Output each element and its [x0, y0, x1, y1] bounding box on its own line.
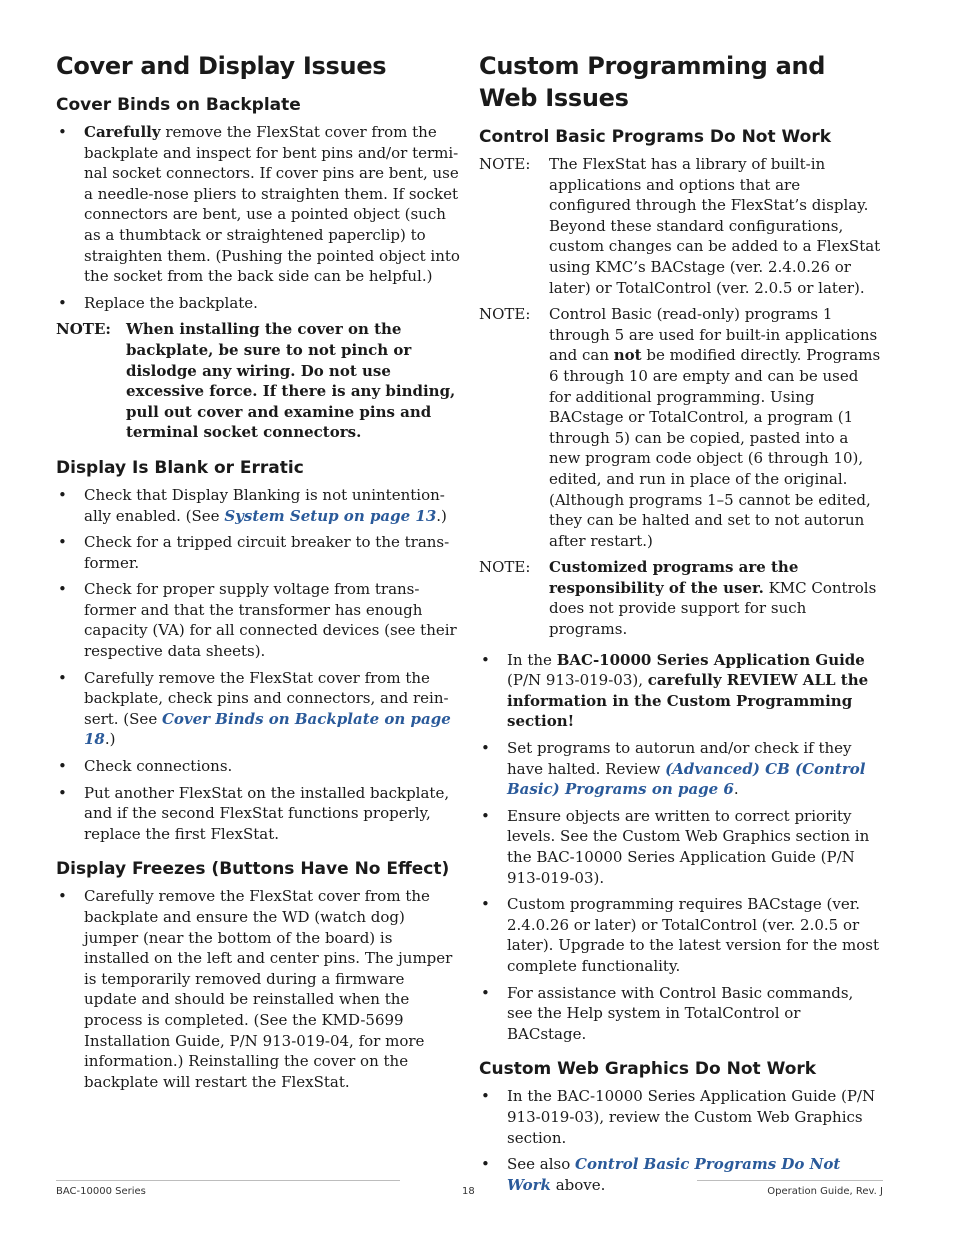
bullet-icon: •: [481, 806, 490, 825]
list-item: • Put another FlexStat on the installed backplate, and if the second FlexStat functions properly, replace the first FlexStat.: [58, 783, 450, 843]
bullet-icon: •: [481, 650, 490, 669]
list-item: • Carefully remove the FlexStat cover from the backplate and inspect for bent pins and/or terminal socket connectors. If cover pins are bent, use a needle-nose pliers to straighten them. If socket connectors are bent, use a pointed object (such as a thumbtack or straightened paperclip) to straighten them. (Pushing the pointed object into the socket from the back side can be helpful.): [58, 123, 460, 286]
heading-cover-binds: Cover Binds on Backplate: [56, 95, 301, 115]
note-responsibility: [479, 557, 883, 639]
bullet-icon: •: [58, 887, 67, 906]
note-label: NOTE:: [479, 305, 531, 324]
note-text: Customized programs are the responsibility of the user. KMC Controls does not provide support for such programs.: [549, 558, 877, 639]
list-item: • Replace the backplate.: [58, 293, 258, 312]
list-item: • Ensure objects are written to correct priority levels. See the Custom Web Graphics section in the BAC-10000 Series Application Guide (P/N 913-019-03).: [481, 806, 870, 887]
bullet-icon: •: [481, 1155, 490, 1174]
bullet-icon: •: [58, 783, 67, 802]
footer-doc-title: Operation Guide, Rev. J: [767, 1186, 883, 1197]
bullet-icon: •: [481, 895, 490, 914]
heading-display-blank: Display Is Blank or Erratic: [56, 457, 304, 478]
note-text: When installing the cover on the backplate, be sure to not pinch or dislodge any wiring. Do not use excessive force. If there is any binding, pull out cover and examine pins and terminal socket connectors.: [126, 320, 456, 442]
footer-rule-left: [56, 1180, 400, 1181]
footer-page-number: 18: [462, 1186, 475, 1197]
list-item: • Check that Display Blanking is not unintentionally enabled. (See System Setup on page 13.): [58, 485, 447, 525]
link-cb-programs[interactable]: (Advanced) CB (Control Basic) Programs on page 6: [507, 759, 866, 799]
page-footer: [56, 1180, 883, 1210]
bullet-icon: •: [481, 983, 490, 1002]
link-control-basic[interactable]: Control Basic Programs Do Not Work: [507, 1155, 841, 1194]
list-cover-binds: [56, 122, 461, 313]
list-item: • Custom programming requires BACstage (ver. 2.4.0.26 or later) or TotalControl (ver. 2.0.5 or later). Upgrade to the latest version for the most complete functionality.: [481, 895, 880, 975]
note-label: NOTE:: [479, 558, 531, 577]
list-item: • For assistance with Control Basic commands, see the Help system in TotalControl or BACstage.: [481, 983, 854, 1043]
section-title-cover-display: Cover and Display Issues: [56, 52, 387, 80]
note-cover-install: [56, 319, 461, 443]
list-item: • Check connections.: [58, 757, 233, 776]
heading-web-graphics: Custom Web Graphics Do Not Work: [479, 1059, 817, 1080]
list-item: • Carefully remove the FlexStat cover from the backplate and ensure the WD (watch dog) jumper (near the bottom of the board) is installed on the left and center pins. The jumper is temporarily removed during a firmware update and should be reinstalled when the process is completed. (See the KMD-5699 Installation Guide, P/N 913-019-04, for more information.) Reinstalling the cover on the backplate will restart the FlexStat.: [58, 887, 453, 1091]
bullet-icon: •: [58, 757, 67, 776]
list-control-basic: [479, 650, 883, 1045]
bullet-icon: •: [58, 668, 67, 687]
note-text: Control Basic (read-only) programs 1 through 5 are used for built-in applications and can not be modified directly. Programs 6 through 10 are empty and can be used for additional programming. Using BACstage or TotalControl, a program (1 through 5) can be copied, pasted into a new program code object (6 through 10), edited, and run in place of the original. (Although programs 1–5 cannot be edited, they can be halted and set to not autorun after restart.): [549, 305, 881, 550]
list-item: • Set programs to autorun and/or check if they have halted. Review (Advanced) CB (Control Basic) Programs on page 6.: [481, 739, 866, 799]
bullet-icon: •: [58, 123, 67, 141]
list-item: • Check for proper supply voltage from transformer and that the transformer has enough capacity (VA) for all connected devices (see their respective data sheets).: [58, 580, 457, 661]
note-read-only-programs: [479, 304, 883, 551]
left-column: [56, 50, 461, 1098]
note-label: NOTE:: [56, 320, 111, 339]
bullet-icon: •: [58, 485, 67, 504]
list-web-graphics: [479, 1086, 883, 1195]
bullet-icon: •: [58, 580, 67, 599]
right-column: [479, 50, 883, 1201]
list-item: • In the BAC-10000 Series Application Guide (P/N 913-019-03), review the Custom Web Graphics section.: [481, 1087, 876, 1147]
note-library: [479, 154, 883, 298]
list-item: • Check for a tripped circuit breaker to the transformer.: [58, 533, 450, 572]
section-title-custom-programming: Custom Programming and Web Issues: [479, 52, 826, 112]
footer-rule-right: [697, 1180, 883, 1181]
list-item: • See also Control Basic Programs Do Not Work above.: [481, 1155, 841, 1194]
bullet-icon: •: [58, 533, 67, 552]
list-item: • Carefully remove the FlexStat cover from the backplate, check pins and connectors, and reinsert. (See Cover Binds on Backplate on page 18.): [58, 668, 451, 749]
list-item: • In the BAC-10000 Series Application Guide (P/N 913-019-03), carefully REVIEW ALL the information in the Custom Programming section!: [481, 650, 869, 731]
heading-display-freezes: Display Freezes (Buttons Have No Effect): [56, 859, 450, 880]
list-display-blank: [56, 485, 461, 845]
bullet-icon: •: [58, 293, 67, 312]
heading-control-basic: Control Basic Programs Do Not Work: [479, 127, 832, 147]
list-display-freezes: [56, 886, 461, 1092]
bullet-icon: •: [481, 739, 490, 758]
footer-product: BAC-10000 Series: [56, 1186, 146, 1197]
link-system-setup[interactable]: System Setup on page 13: [224, 506, 437, 525]
link-cover-binds[interactable]: Cover Binds on Backplate on page 18: [84, 709, 451, 749]
note-label: NOTE:: [479, 155, 531, 173]
note-text: The FlexStat has a library of built-in applications and options that are configured through the FlexStat’s display. Beyond these standard configurations, custom changes can be added to a FlexStat using KMC’s BACstage (ver. 2.4.0.26 or later) or TotalControl (ver. 2.0.5 or later).: [549, 155, 881, 297]
bullet-icon: •: [481, 1087, 490, 1106]
